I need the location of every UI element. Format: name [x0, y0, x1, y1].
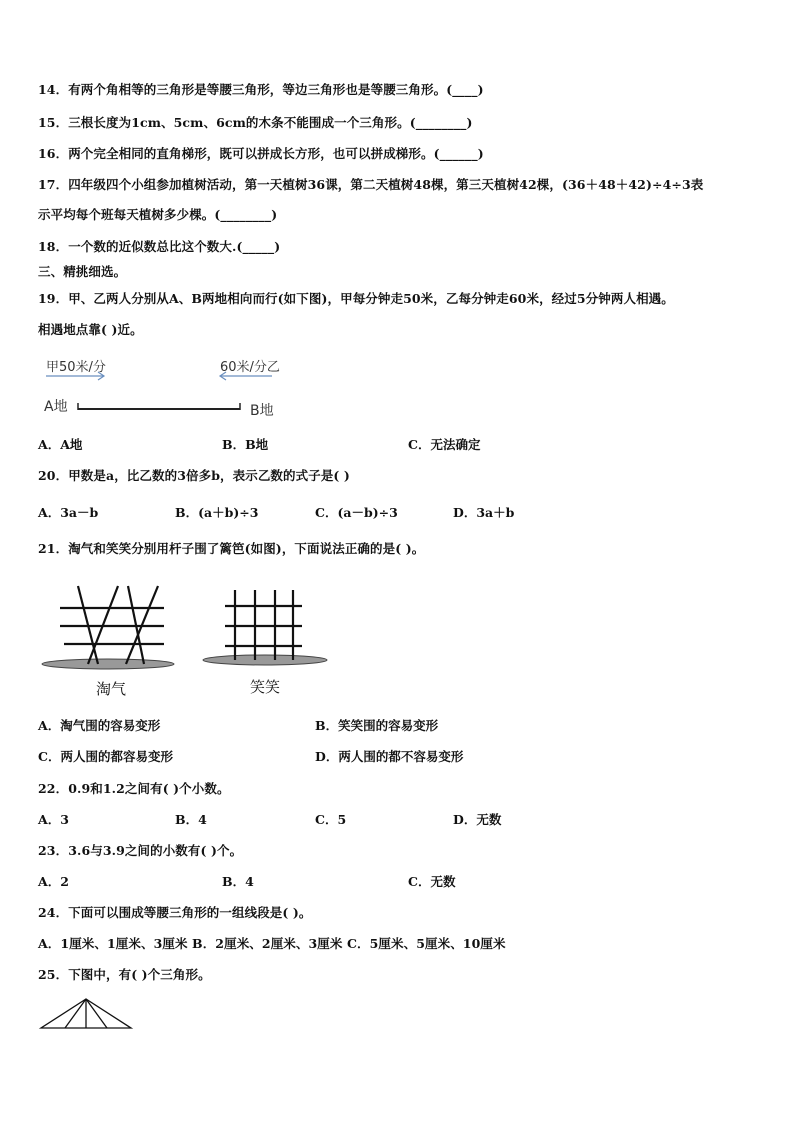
- question-24: 24．下面可以围成等腰三角形的一组线段是( )。: [38, 905, 312, 920]
- question-20: 20．甲数是a，比乙数的3倍多b，表示乙数的式子是( ): [38, 468, 350, 483]
- q23-option-b: B．4: [222, 874, 254, 889]
- question-19-line1: 19．甲、乙两人分别从A、B两地相向而行(如下图)，甲每分钟走50米，乙每分钟走60米，经过5分钟两人相遇。: [38, 291, 674, 306]
- q19-left-speed-label: 甲50米/分: [46, 360, 106, 375]
- question-23: 23．3.6与3.9之间的小数有( )个。: [38, 843, 243, 858]
- q25-inner-line-3: [86, 999, 107, 1028]
- taoqi-fence: [42, 586, 174, 669]
- q19-point-a-label: A地: [44, 399, 68, 415]
- q19-option-a: A．A地: [38, 437, 83, 452]
- q22-option-c: C．5: [315, 812, 347, 827]
- question-25: 25．下图中，有( )个三角形。: [38, 967, 211, 982]
- q20-option-a: A．3a－b: [38, 505, 99, 520]
- q21-option-b: B．笑笑围的容易变形: [315, 718, 439, 733]
- q20-option-b: B．(a＋b)÷3: [175, 505, 259, 520]
- question-18: 18．一个数的近似数总比这个数大.(_____): [38, 239, 281, 254]
- question-15: 15．三根长度为1cm、5cm、6cm的木条不能围成一个三角形。(________): [38, 115, 473, 130]
- q24-options: A．1厘米、1厘米、3厘米 B．2厘米、2厘米、3厘米 C．5厘米、5厘米、10厘米: [38, 936, 506, 951]
- section-heading-3: 三、精挑细选。: [38, 264, 127, 279]
- q22-option-b: B．4: [175, 812, 207, 827]
- q25-triangle-figure: [38, 996, 138, 1034]
- q22-option-a: A．3: [38, 812, 69, 827]
- q21-option-c: C．两人围的都容易变形: [38, 749, 173, 764]
- q19-right-speed-label: 60米/分乙: [220, 360, 280, 375]
- question-14: 14．有两个角相等的三角形是等腰三角形，等边三角形也是等腰三角形。(____): [38, 82, 484, 97]
- question-16: 16．两个完全相同的直角梯形，既可以拼成长方形，也可以拼成梯形。(______): [38, 146, 484, 161]
- q20-option-d: D．3a＋b: [453, 505, 515, 520]
- taoqi-caption: 淘气: [96, 680, 127, 698]
- q21-fence-diagram: [40, 576, 340, 700]
- question-17-line2: 示平均每个班每天植树多少棵。(________): [38, 207, 278, 222]
- q19-diagram: [40, 355, 285, 425]
- q21-option-d: D．两人围的都不容易变形: [315, 749, 464, 764]
- question-19-line2: 相遇地点靠( )近。: [38, 322, 143, 337]
- q21-option-a: A．淘气围的容易变形: [38, 718, 161, 733]
- xiaoxiao-caption: 笑笑: [250, 678, 281, 696]
- q19-point-b-label: B地: [250, 403, 274, 419]
- q23-option-a: A．2: [38, 874, 69, 889]
- question-22: 22．0.9和1.2之间有( )个小数。: [38, 781, 230, 796]
- q25-inner-line-1: [65, 999, 86, 1028]
- q19-option-c: C．无法确定: [408, 437, 481, 452]
- xiaoxiao-fence: [203, 590, 327, 665]
- q23-option-c: C．无数: [408, 874, 456, 889]
- question-21: 21．淘气和笑笑分别用杆子围了篱笆(如图)，下面说法正确的是( )。: [38, 541, 425, 556]
- q19-option-b: B．B地: [222, 437, 269, 452]
- q22-option-d: D．无数: [453, 812, 502, 827]
- question-17-line1: 17．四年级四个小组参加植树活动，第一天植树36课，第二天植树48棵，第三天植树42棵，(36＋48＋42)÷4÷3表: [38, 177, 704, 192]
- q20-option-c: C．(a－b)÷3: [315, 505, 398, 520]
